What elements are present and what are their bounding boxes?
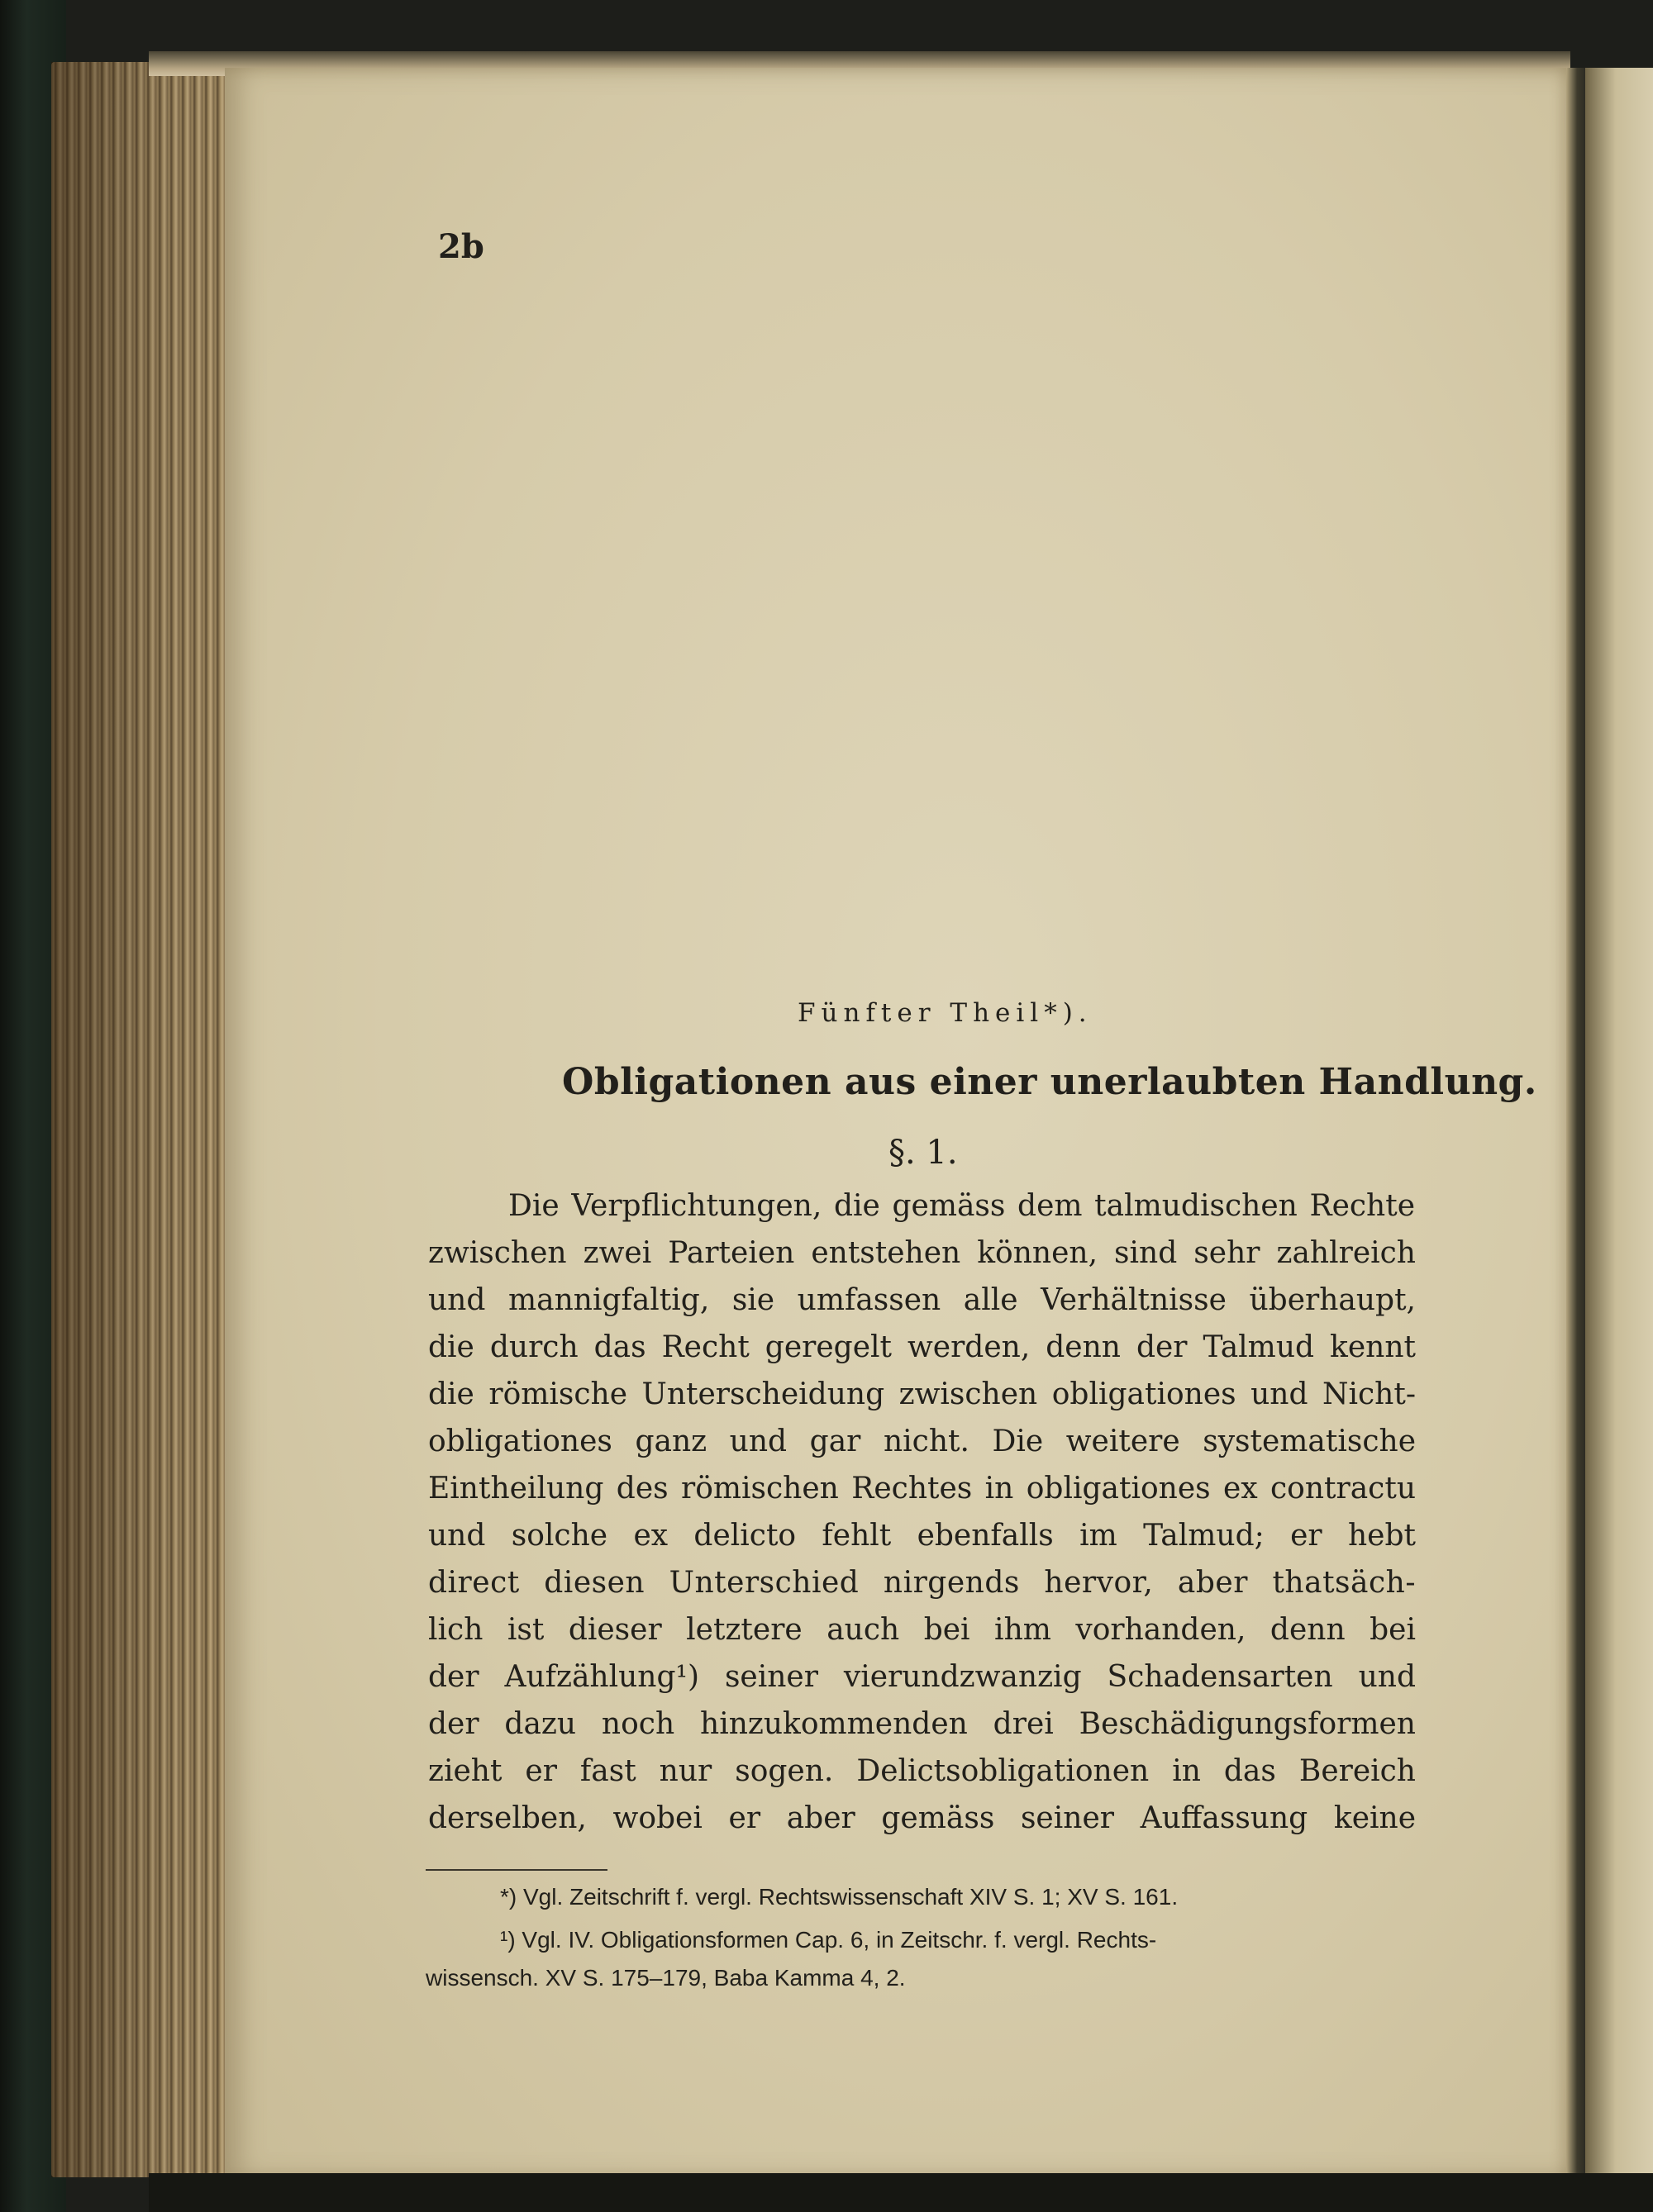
page-edges bbox=[51, 62, 241, 2177]
book-page bbox=[225, 68, 1568, 2179]
bottom-shadow bbox=[149, 2173, 1653, 2212]
body-line: und solche ex delicto fehlt ebenfalls im Talmud; er hebt bbox=[428, 1519, 1416, 1553]
book-gutter bbox=[1566, 68, 1586, 2179]
body-line: der Aufzählung¹) seiner vierundzwanzig Schadensarten und bbox=[428, 1660, 1416, 1694]
body-line: zieht er fast nur sogen. Delictsobligationen in das Bereich bbox=[428, 1754, 1416, 1788]
body-line: die durch das Recht geregelt werden, denn der Talmud kennt bbox=[428, 1330, 1416, 1364]
body-line: Die Verpflichtungen, die gemäss dem talmudischen Rechte bbox=[508, 1189, 1415, 1223]
main-heading: Obligationen aus einer unerlaubten Handlung. bbox=[562, 1061, 1537, 1103]
section-number: §. 1. bbox=[888, 1134, 958, 1172]
footnote: ¹) Vgl. IV. Obligationsformen Cap. 6, in Zeitschr. f. vergl. Rechts- bbox=[500, 1927, 1157, 1953]
facing-page-edge bbox=[1585, 68, 1653, 2179]
body-line: obligationes ganz und gar nicht. Die weitere systematische bbox=[428, 1425, 1416, 1458]
body-line: die römische Unterscheidung zwischen obligationes und Nicht- bbox=[428, 1377, 1416, 1411]
body-line: der dazu noch hinzukommenden drei Beschädigungsformen bbox=[428, 1707, 1416, 1741]
body-line: direct diesen Unterschied nirgends hervor, aber thatsäch- bbox=[428, 1566, 1416, 1600]
body-line: und mannigfaltig, sie umfassen alle Verhältnisse überhaupt, bbox=[428, 1283, 1416, 1317]
footnote: wissensch. XV S. 175–179, Baba Kamma 4, 2. bbox=[426, 1965, 906, 1991]
page-mark: 2b bbox=[438, 227, 484, 266]
body-line: zwischen zwei Parteien entstehen können, sind sehr zahlreich bbox=[428, 1236, 1416, 1270]
part-title: Fünfter Theil*). bbox=[798, 998, 1093, 1028]
body-line: lich ist dieser letztere auch bei ihm vorhanden, denn bei bbox=[428, 1613, 1416, 1647]
body-line: Eintheilung des römischen Rechtes in obligationes ex contractu bbox=[428, 1472, 1416, 1506]
footnote-rule bbox=[426, 1869, 607, 1871]
body-line: derselben, wobei er aber gemäss seiner Auffassung keine bbox=[428, 1801, 1416, 1835]
footnote: *) Vgl. Zeitschrift f. vergl. Rechtswissenschaft XIV S. 1; XV S. 161. bbox=[500, 1884, 1179, 1910]
